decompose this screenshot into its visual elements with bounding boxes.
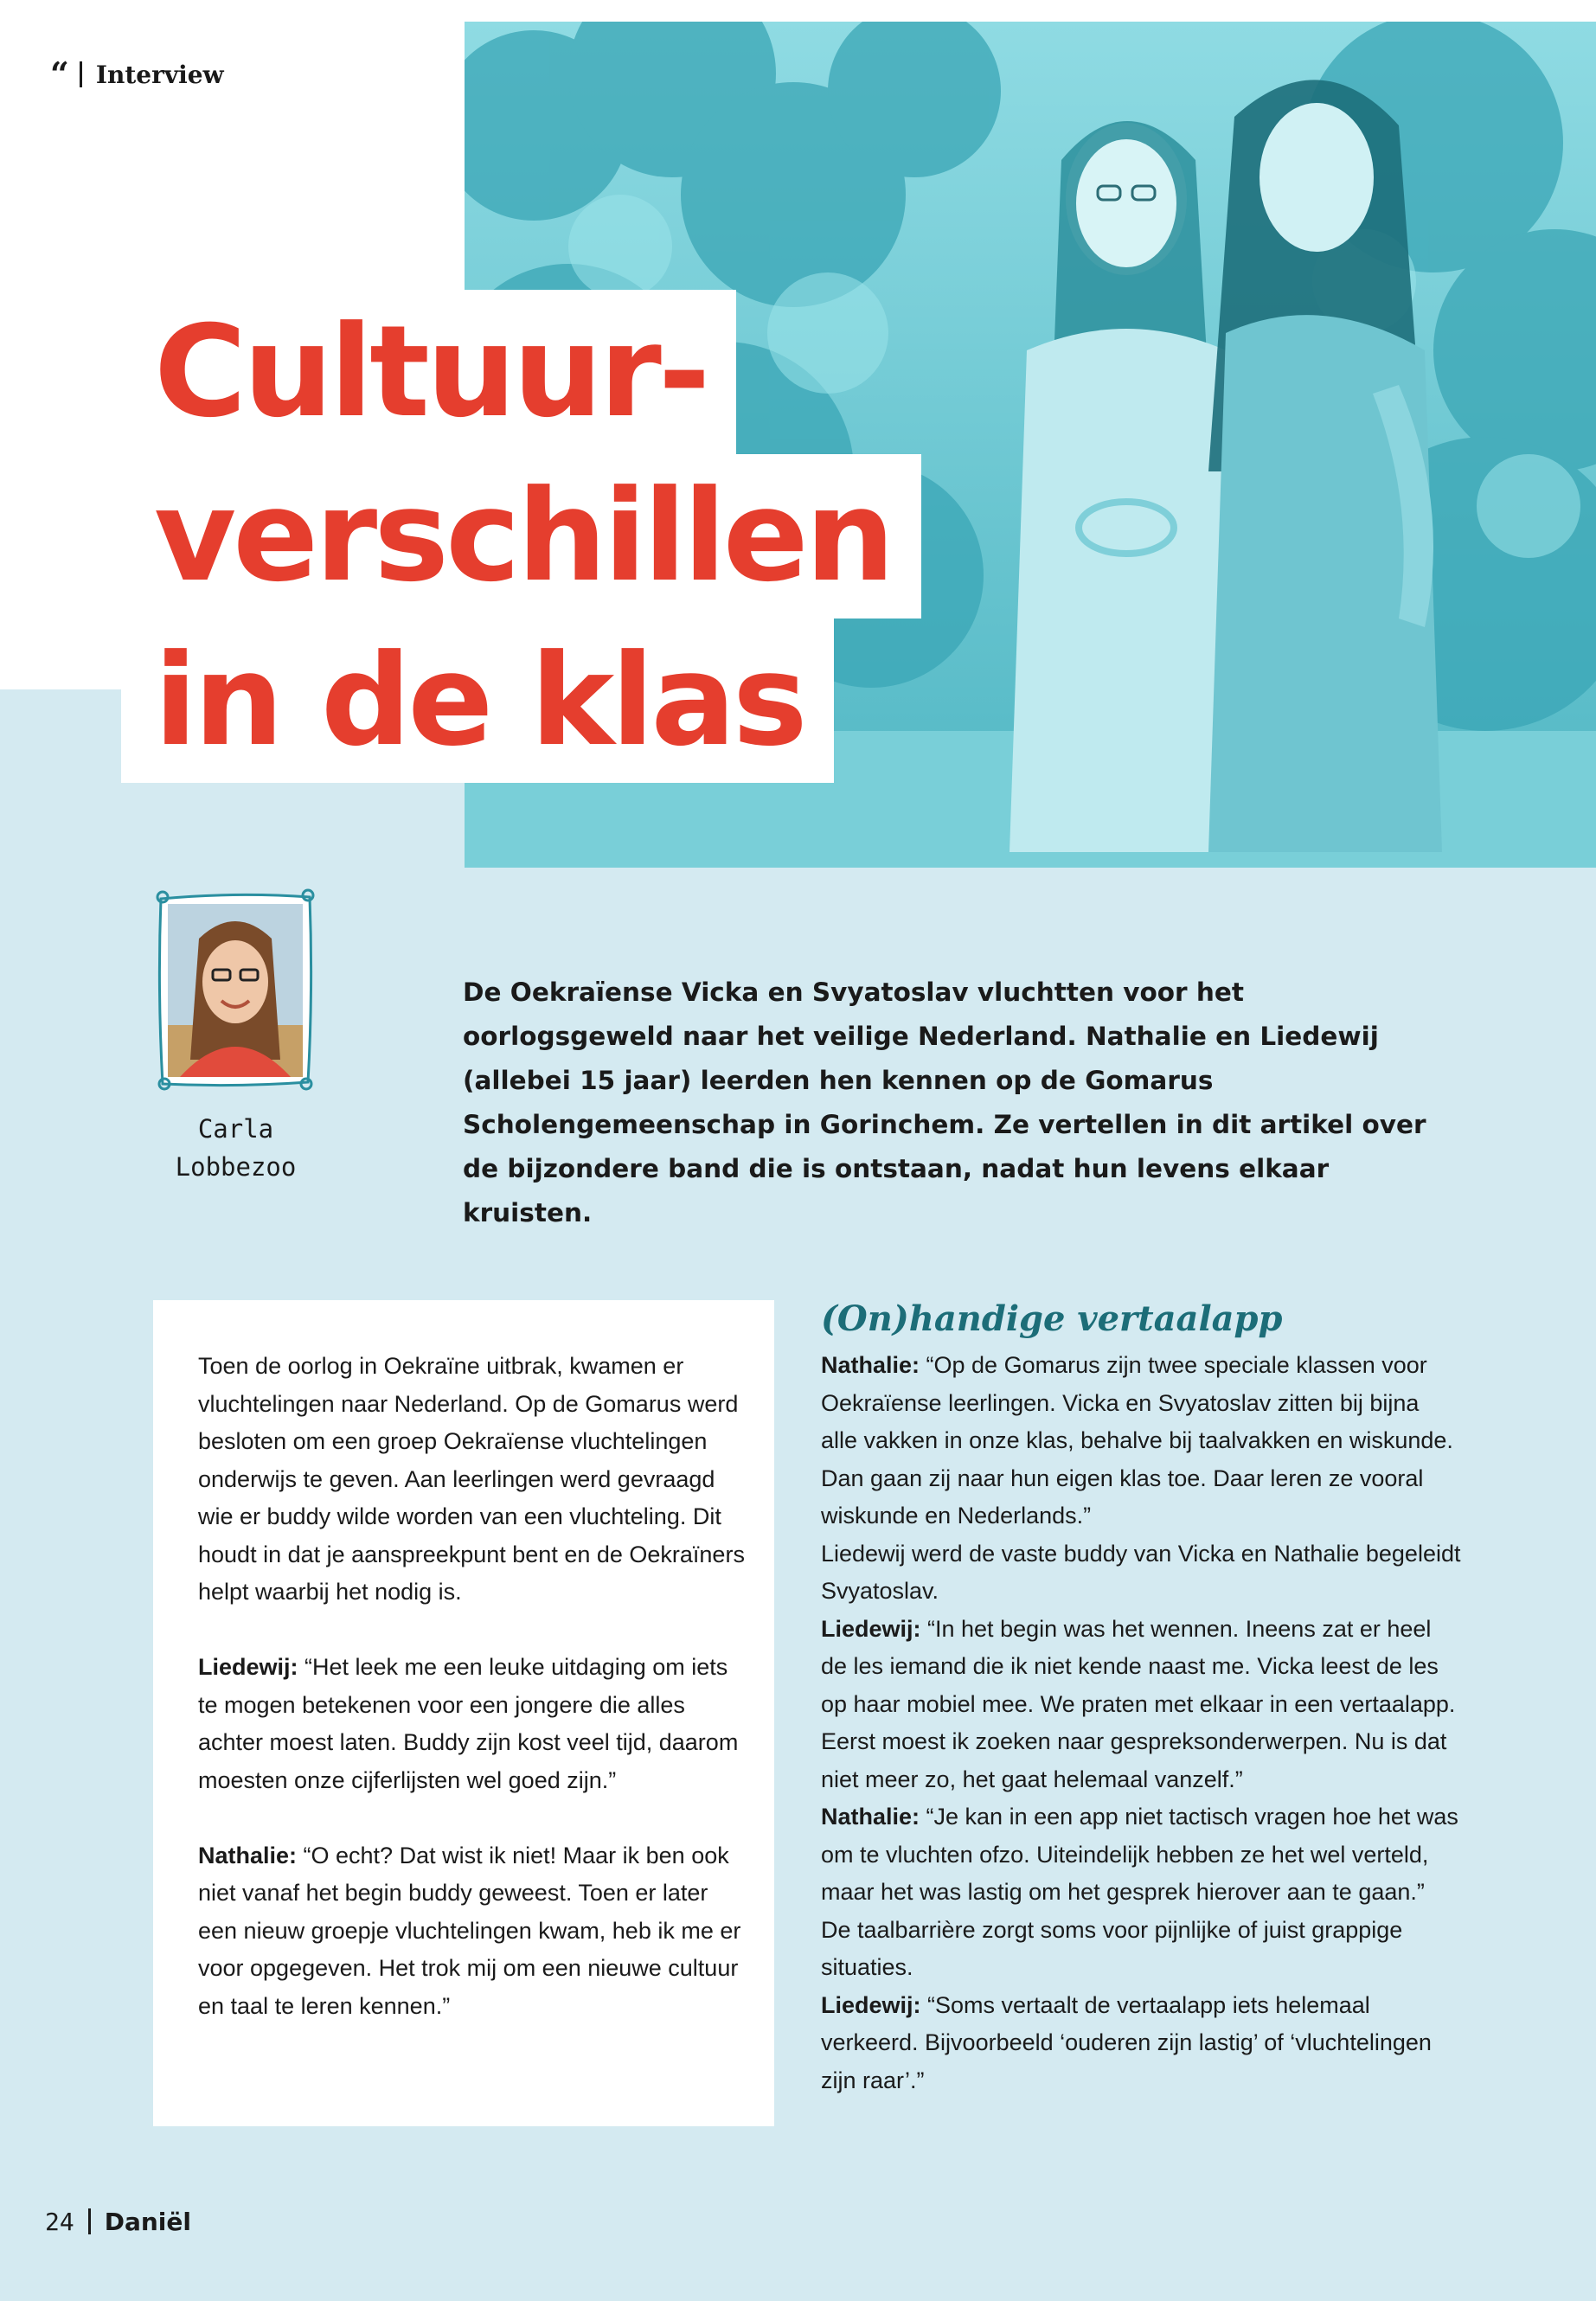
quote-text: “Het leek me een leuke uitdaging om iets te mogen betekenen voor een jongere die alles achter moest laten. Buddy zijn kost veel tijd, daarom moesten onze cijferlijsten wel goed zijn.” — [198, 1654, 739, 1793]
body-paragraph: Liedewij werd de vaste buddy van Vicka en Nathalie begeleidt Svyatoslav. — [821, 1540, 1461, 1604]
author-first-name: Carla — [197, 1114, 274, 1144]
page-footer — [45, 2204, 191, 2239]
lead-paragraph — [463, 971, 1440, 1235]
page-number: 24 — [45, 2207, 74, 2236]
quote-text: “In het begin was het wennen. Ineens zat er heel de les iemand die ik niet kende naast me. Vicka leest de les op haar mobiel mee. We praten met elkaar in een vertaalapp. Eerst moest ik zoeken naar gespreksonderwerpen. Nu is dat niet meer zo, het gaat helemaal vanzelf.” — [821, 1615, 1456, 1792]
quote-paragraph — [821, 1611, 1461, 1799]
magazine-name: Daniël — [104, 2207, 191, 2236]
quote-text: “O echt? Dat wist ik niet! Maar ik ben ook niet vanaf het begin buddy geweest. Toen er later een nieuw groepje vluchtelingen kwam, heb ik me er voor opgegeven. Het trok mij om een nieuwe cultuur en taal te leren kennen.” — [198, 1842, 741, 2019]
speaker-label: Liedewij: — [198, 1654, 298, 1680]
quote-text: “Op de Gomarus zijn twee speciale klassen voor Oekraïense leerlingen. Vicka en Svyatoslav zitten bij bijna alle vakken in onze klas, behalve bij taalvakken en wiskunde. Dan gaan zij naar hun eigen klas toe. Daar leren ze vooral wiskunde en Nederlands.” — [821, 1352, 1453, 1529]
separator — [88, 2208, 91, 2234]
title-line-1: Cultuur- — [121, 290, 736, 454]
body-paragraph: De taalbarrière zorgt soms voor pijnlijke of juist grappige situaties. — [821, 1916, 1403, 1980]
title-line-2: verschillen — [121, 454, 921, 619]
speaker-label: Liedewij: — [821, 1991, 921, 2018]
quote-icon: “ — [50, 54, 66, 93]
quote-paragraph — [821, 1347, 1461, 1535]
speaker-label: Nathalie: — [198, 1842, 298, 1868]
left-column — [198, 1348, 752, 2063]
right-column — [821, 1295, 1461, 2099]
quote-text: “Je kan in een app niet tactisch vragen hoe het was om te vluchten ofzo. Uiteindelijk hebben ze het wel verteld, maar het was lastig om het gesprek hierover aan te gaan.” — [821, 1804, 1458, 1905]
speaker-label: Liedewij: — [821, 1615, 921, 1642]
title-line-3: in de klas — [121, 619, 834, 783]
author-photo — [154, 887, 317, 1094]
lead-text: De Oekraïense Vicka en Svyatoslav vluchtten voor het oorlogsgeweld naar het veilige Nederland. Nathalie en Liedewij (allebei 15 jaar) leerden hen kennen op de Gomarus Scholengemeenschap in Gorinchem. Ze vertellen in dit artikel over de bijzondere band die is ontstaan, nadat hun levens elkaar kruisten. — [463, 977, 1426, 1227]
quote-paragraph — [198, 1837, 752, 2026]
separator — [80, 61, 82, 87]
author-last-name: Lobbezoo — [175, 1152, 297, 1182]
subheading: (On)handige vertaalapp — [821, 1298, 1283, 1339]
section-label — [50, 54, 224, 93]
section-name: Interview — [95, 60, 224, 89]
quote-paragraph — [821, 1987, 1461, 2100]
speaker-label: Nathalie: — [821, 1352, 920, 1378]
intro-paragraph: Toen de oorlog in Oekraïne uitbrak, kwamen er vluchtelingen naar Nederland. Op de Gomarus werd besloten om een groep Oekraïense vluchtelingen onderwijs te geven. Aan leerlingen werd gevraagd wie er buddy wilde worden van een vluchteling. Dit houdt in dat je aanspreekpunt bent en de Oekraïners helpt waarbij het nodig is. — [198, 1353, 745, 1605]
author-name — [147, 1110, 324, 1186]
speaker-label: Nathalie: — [821, 1804, 920, 1830]
quote-paragraph — [821, 1798, 1461, 1912]
quote-text: “Soms vertaalt de vertaalapp iets helemaal verkeerd. Bijvoorbeeld ‘ouderen zijn lastig’ of ‘vluchtelingen zijn raar’.” — [821, 1991, 1432, 2093]
quote-paragraph — [198, 1649, 752, 1799]
